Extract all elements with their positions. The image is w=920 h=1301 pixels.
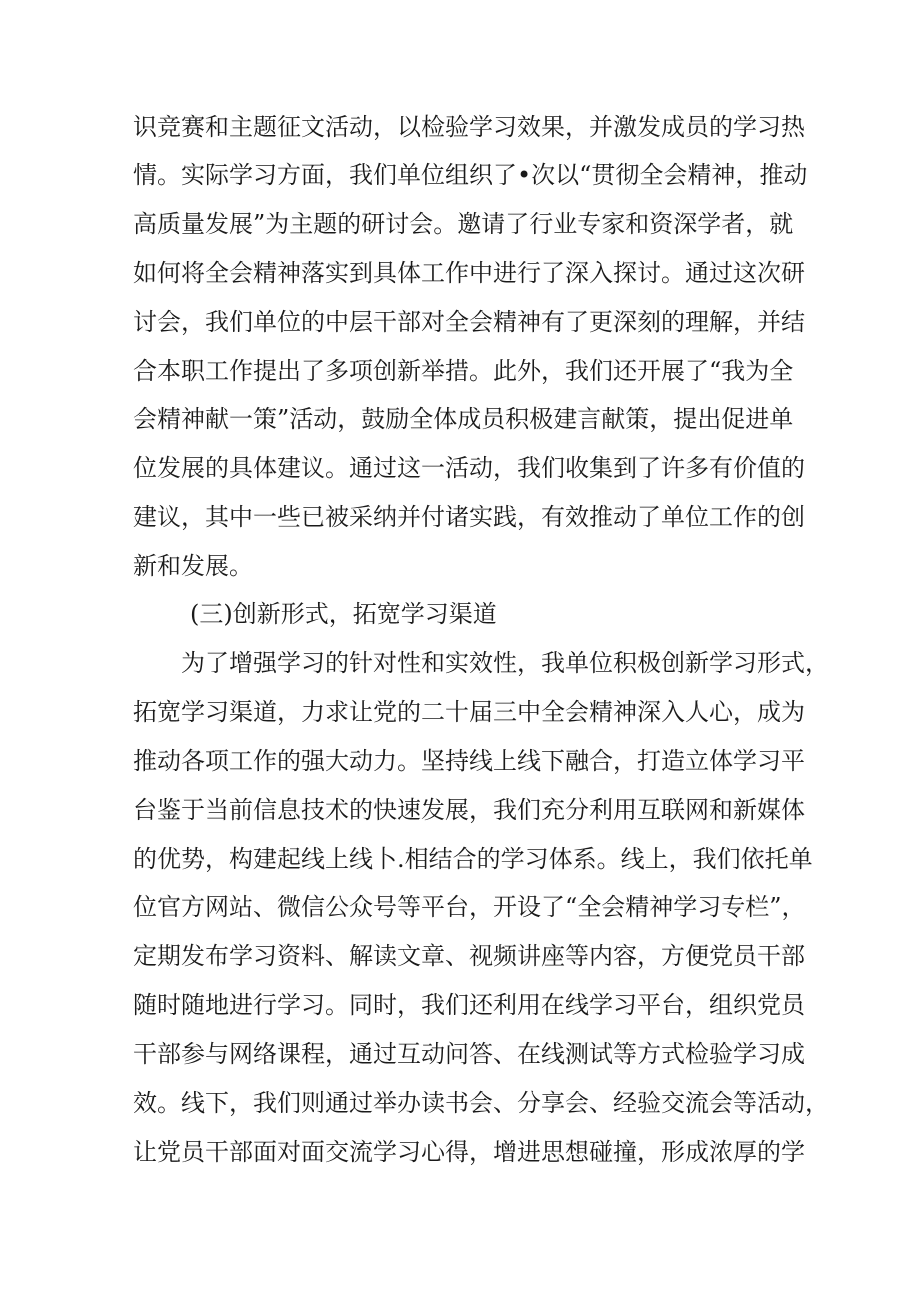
text-line: 效。线下，我们则通过举办读书会、分享会、经验交流会等活动， xyxy=(133,1089,829,1117)
text-line: 让党员干部面对面交流学习心得，增进思想碰撞，形成浓厚的学 xyxy=(133,1138,805,1166)
text-line: 高质量发展”为主题的研讨会。邀请了行业专家和资深学者，就 xyxy=(133,210,794,238)
text-line: 讨会，我们单位的中层干部对全会精神有了更深刻的理解，并结 xyxy=(133,308,805,336)
text-line: 位发展的具体建议。通过这一活动，我们收集到了许多有价值的 xyxy=(133,454,805,482)
text-line: 拓宽学习渠道，力求让党的二十届三中全会精神深入人心，成为 xyxy=(133,698,805,726)
text-line: 识竞赛和主题征文活动，以检验学习效果，并激发成员的学习热 xyxy=(133,113,805,141)
text-line: 位官方网站、微信公众号等平台，开设了“全会精神学习专栏”， xyxy=(133,893,806,921)
text-line: 定期发布学习资料、解读文章、视频讲座等内容，方便党员干部 xyxy=(133,942,805,970)
text-line: 随时随地进行学习。同时，我们还利用在线学习平台，组织党员 xyxy=(133,991,805,1019)
text-line: 如何将全会精神落实到具体工作中进行了深入探讨。通过这次研 xyxy=(133,259,805,287)
text-line: 建议，其中一些已被采纳并付诸实践，有效推动了单位工作的创 xyxy=(133,503,805,531)
text-line: 新和发展。 xyxy=(133,552,253,580)
text-line: 为了增强学习的针对性和实效性，我单位积极创新学习形式， xyxy=(181,649,829,677)
text-line: 会精神献一策”活动，鼓励全体成员积极建言献策，提出促进单 xyxy=(133,405,794,433)
text-line: 推动各项工作的强大动力。坚持线上线下融合，打造立体学习平 xyxy=(133,747,805,775)
text-line: 台鉴于当前信息技术的快速发展，我们充分利用互联网和新媒体 xyxy=(133,796,805,824)
text-line: 干部参与网络课程，通过互动问答、在线测试等方式检验学习成 xyxy=(133,1040,805,1068)
text-line: 情。实际学习方面，我们单位组织了•次以“贯彻全会精神，推动 xyxy=(133,161,808,189)
text-line: 的优势，构建起线上线卜.相结合的学习体系。线上，我们依托单 xyxy=(133,845,813,873)
section-heading: (三)创新形式，拓宽学习渠道 xyxy=(190,600,497,628)
text-line: 合本职工作提出了多项创新举措。此外，我们还开展了“我为全 xyxy=(133,357,794,385)
